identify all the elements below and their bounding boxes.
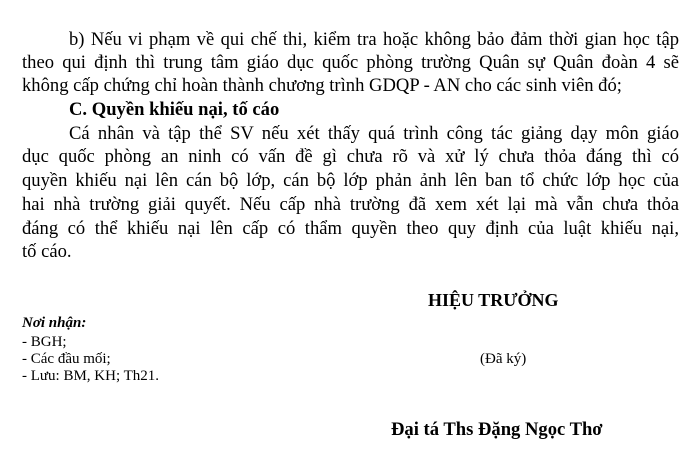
section-c-line-1: Cá nhân và tập thể SV nếu xét thấy quá trình công tác giảng dạy môn giáo xyxy=(69,123,679,144)
signatory-name: Đại tá Ths Đặng Ngọc Thơ xyxy=(391,419,603,440)
section-b-line-3: không cấp chứng chỉ hoàn thành chương trình GDQP - AN cho các sinh viên đó; xyxy=(22,75,622,96)
signed-note: (Đã ký) xyxy=(480,351,527,367)
section-c-line-4: hai nhà trường giải quyết. Nếu cấp nhà trường đã xem xét lại mà vẫn chưa thỏa xyxy=(22,194,679,215)
section-b-line-1: b) Nếu vi phạm về qui chế thi, kiểm tra hoặc không bảo đảm thời gian học tập xyxy=(69,29,679,50)
section-c-line-5: đáng có thể khiếu nại lên cấp có thẩm quyền theo quy định của luật khiếu nại, xyxy=(22,218,679,239)
recipient-item: - Lưu: BM, KH; Th21. xyxy=(22,368,160,384)
section-c-line-2: dục quốc phòng an ninh có vấn đề gì chưa rõ và xử lý chưa thỏa đáng thì có xyxy=(22,146,679,167)
section-c-line-3: quyền khiếu nại lên cán bộ lớp, cán bộ lớp phản ảnh lên ban tổ chức lớp học của xyxy=(22,170,679,191)
section-c-heading: C. Quyền khiếu nại, tố cáo xyxy=(69,99,280,120)
section-b-line-2: theo qui định thì trung tâm giáo dục quốc phòng trường Quân sự Quân đoàn 4 sẽ xyxy=(22,52,679,73)
section-c-line-6: tố cáo. xyxy=(22,241,72,262)
recipient-item: - Các đầu mối; xyxy=(22,351,111,367)
signature-title: HIỆU TRƯỞNG xyxy=(428,290,559,310)
recipient-item: - BGH; xyxy=(22,334,67,350)
recipients-label: Nơi nhận: xyxy=(22,315,87,331)
